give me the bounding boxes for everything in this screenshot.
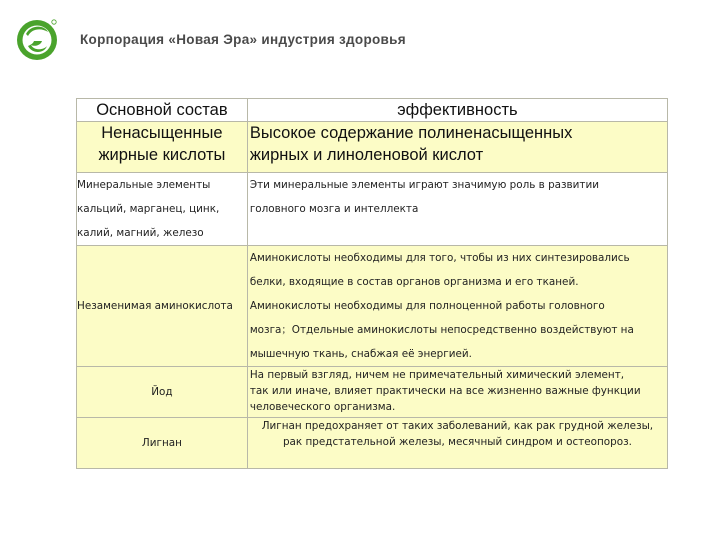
composition-line: Йод (151, 386, 173, 398)
effectiveness-line: Аминокислоты необходимы для полноценной работы головного (249, 300, 605, 312)
composition-cell (77, 246, 248, 367)
composition-line: Незаменимая аминокислота (77, 300, 233, 312)
composition-line: Лигнан (141, 437, 182, 449)
effectiveness-cell (247, 367, 667, 418)
effectiveness-line: человеческого организма. (249, 401, 396, 413)
effectiveness-line: так или иначе, влияет практически на все жизненно важные функции (249, 385, 641, 397)
composition-line: Ненасыщенные (101, 124, 223, 142)
composition-cell (77, 367, 248, 418)
effectiveness-line: На первый взгляд, ничем не примечательный химический элемент, (249, 369, 625, 381)
header-composition-label: Основной состав (96, 101, 228, 119)
company-name: Корпорация «Новая Эра» индустрия здоровья (80, 32, 406, 47)
composition-line: калий, магний, железо (77, 227, 204, 239)
header (0, 0, 720, 80)
composition-table (76, 98, 668, 469)
composition-line: жирные кислоты (98, 146, 226, 164)
table-row (77, 418, 668, 469)
swirl-logo-icon (14, 16, 60, 62)
effectiveness-cell (247, 173, 667, 246)
effectiveness-line: белки, входящие в состав органов организма и его тканей. (249, 276, 579, 288)
effectiveness-line: Аминокислоты необходимы для того, чтобы из них синтезировались (249, 252, 630, 264)
effectiveness-line: мышечную ткань, снабжая её энергией. (249, 348, 472, 360)
effectiveness-line: головного мозга и интеллекта (249, 203, 419, 215)
effectiveness-line: Эти минеральные элементы играют значимую роль в развитии (249, 179, 599, 191)
composition-cell (77, 418, 248, 469)
header-cell-effectiveness (247, 99, 667, 122)
table-row (77, 173, 668, 246)
header-cell-composition (77, 99, 248, 122)
table-row (77, 122, 668, 173)
table-header-row (77, 99, 668, 122)
effectiveness-line: Высокое содержание полиненасыщенных (249, 124, 573, 142)
effectiveness-line: рак предстательной железы, месячный синдром и остеопороз. (282, 436, 632, 448)
effectiveness-cell (247, 122, 667, 173)
composition-cell (77, 173, 248, 246)
composition-line: Минеральные элементы (77, 179, 211, 191)
effectiveness-line: мозга；Отдельные аминокислоты непосредственно воздействуют на (249, 324, 634, 336)
effectiveness-cell (247, 246, 667, 367)
effectiveness-cell (247, 418, 667, 469)
composition-cell (77, 122, 248, 173)
composition-line: кальций, марганец, цинк, (77, 203, 220, 215)
header-effectiveness-label: эффективность (397, 101, 518, 119)
table-row (77, 367, 668, 418)
effectiveness-line: жирных и линоленовой кислот (249, 146, 484, 164)
effectiveness-line: Лигнан предохраняет от таких заболеваний, как рак грудной железы, (261, 420, 654, 432)
table-row (77, 246, 668, 367)
